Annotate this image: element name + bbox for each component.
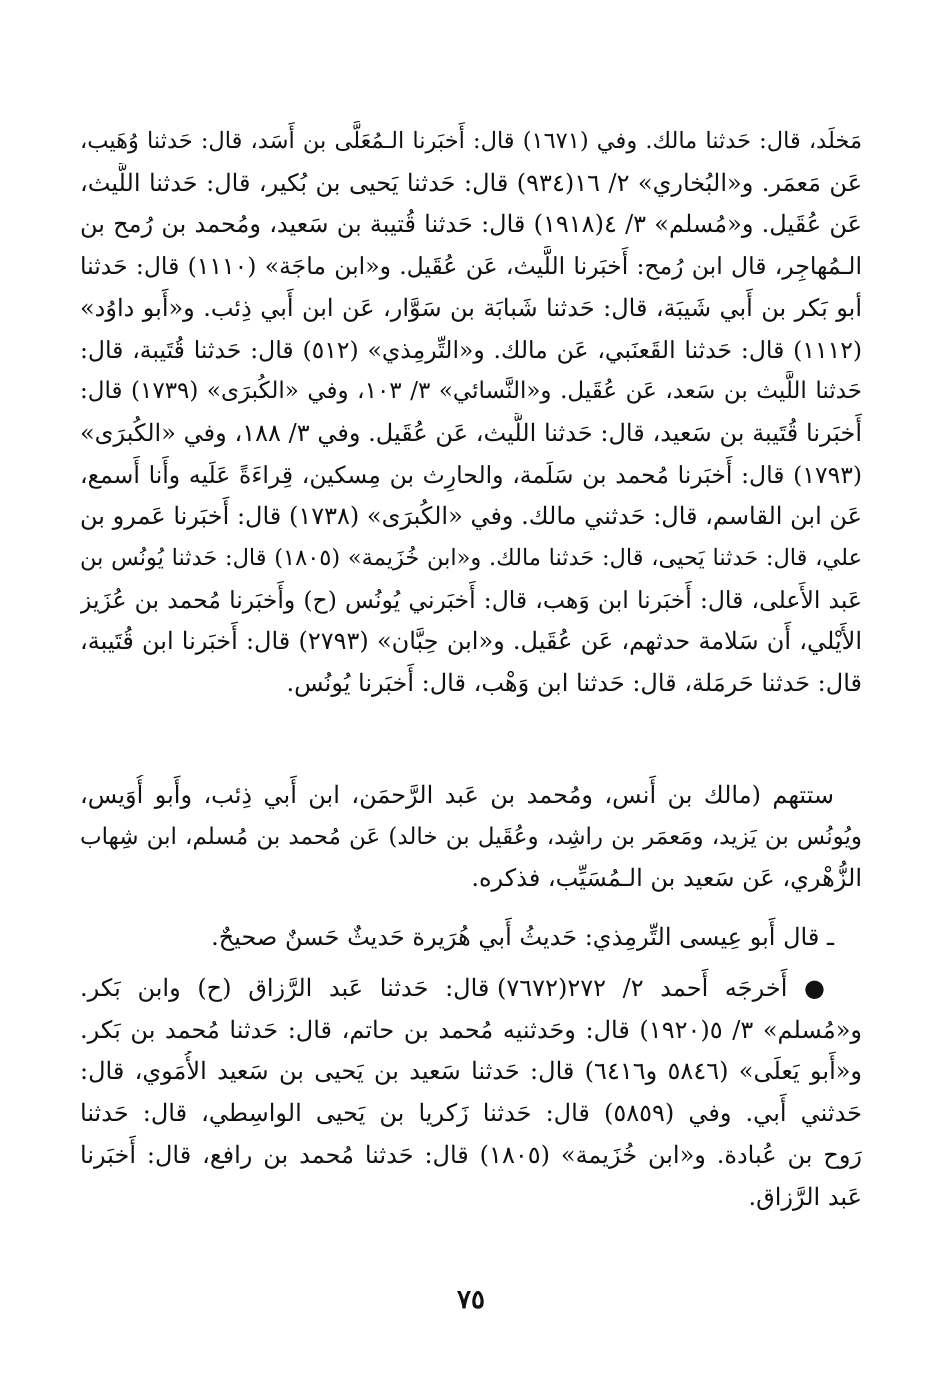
page-number: ٧٥	[457, 1285, 485, 1315]
text-line: حَدثني أَبي. وفي (٥٨٥٩) قال: حَدثنا زَكريا بن يَحيى الواسِطي، قال: حَدثنا	[80, 1099, 862, 1128]
text-line: مَخلَد، قال: حَدثنا مالك. وفي (١٦٧١) قال: أَخبَرنا الـمُعَلَّى بن أَسَد، قال: حَدثنا وُهَيب،	[80, 128, 862, 154]
text-line: الـمُهاجِر، قال ابن رُمح: أَخبَرنا اللَّيث، عَن عُقَيل. و«ابن ماجَة» (١١١٠) قال: حَدثنا	[80, 252, 862, 281]
text-line: (١٧٩٣) قال: أَخبَرنا مُحمد بن سَلَمة، والحارِث بن مِسكين، قِراءَةً عَلَيه وأَنا أَسمع،	[80, 460, 862, 489]
text-line: عَبد الأَعلى، قال: أَخبَرنا ابن وَهب، قال: أَخبَرني يُونُس (ح) وأَخبَرنا مُحمد بن عُزَيز	[80, 585, 862, 614]
narrators-paragraph	[80, 775, 862, 900]
text-line: ـ قال أَبو عِيسى التِّرمِذي: حَديثُ أَبي هُرَيرة حَديثٌ حَسنٌ صحيحٌ.	[211, 923, 834, 951]
takhrij-paragraph	[80, 968, 862, 1218]
text-line: الزُّهْري، عَن سَعيد بن الـمُسَيِّب، فذكره.	[471, 864, 862, 893]
text-line: عَن مَعمَر. و«البُخاري» ٢/ ١٦(٩٣٤) قال: حَدثنا يَحيى بن بُكير، قال: حَدثنا اللَّيث،	[80, 168, 862, 197]
text-line: عَن عُقَيل. و«مُسلم» ٣/ ٤(١٩١٨) قال: حَدثنا قُتيبة بن سَعيد، ومُحمد بن رُمح بن	[80, 210, 862, 239]
text-line: ستتهم (مالك بن أَنس، ومُحمد بن عَبد الرَّحمَن، ابن أَبي ذِئب، وأَبو أُوَيس،	[80, 781, 834, 809]
hadith-sources-paragraph	[80, 121, 862, 705]
text-line: أَخبَرنا قُتَيبة بن سَعيد، قال: حَدثنا اللَّيث، عَن عُقَيل. وفي ٣/ ١٨٨، وفي «الكُبرَى»	[80, 418, 862, 447]
text-line: قال: حَدثنا حَرمَلة، قال: حَدثنا ابن وَهْب، قال: أَخبَرنا يُونُس.	[286, 669, 862, 698]
text-line: الأَيْلي، أَن سَلامة حدثهم، عَن عُقَيل. و«ابن حِبَّان» (٢٧٩٣) قال: أَخبَرنا ابن قُتَيبة،	[80, 627, 862, 656]
text-line: و«مُسلم» ٣/ ٥(١٩٢٠) قال: وحَدثنيه مُحمد بن حاتم، قال: حَدثنا مُحمد بن بَكر.	[80, 1015, 862, 1044]
text-line: علي، قال: حَدثنا يَحيى، قال: حَدثنا مالك. و«ابن خُزَيمة» (١٨٠٥) قال: حَدثنا يُونُس بن	[80, 545, 862, 572]
text-line: عَن ابن القاسم، قال: حَدثني مالك. وفي «الكُبرَى» (١٧٣٨) قال: أَخبَرنا عَمرو بن	[80, 502, 862, 531]
text-line: ويُونُس بن يَزيد، ومَعمَر بن راشِد، وعُقَيل بن خالد) عَن مُحمد بن مُسلم، ابن شِهاب	[80, 823, 862, 850]
text-line: رَوح بن عُبادة. و«ابن خُزَيمة» (١٨٠٥) قال: حَدثنا مُحمد بن رافع، قال: أَخبَرنا	[80, 1140, 862, 1169]
text-line: و«أَبو يَعلَى» (٥٨٤٦ و٦٤١٦) قال: حَدثنا سَعيد بن يَحيى بن سَعيد الأُمَوي، قال:	[80, 1057, 862, 1086]
tirmidhi-grading-note	[80, 917, 862, 959]
text-line: عَبد الرَّزاق.	[748, 1182, 862, 1211]
text-line: أبو بَكر بن أَبي شَيبَة، قال: حَدثنا شَبابَة بن سَوَّار، عَن ابن أَبي ذِئب. و«أَبو داوُد»	[80, 293, 862, 322]
text-line: ● أَخرجَه أَحمد ٢/ ٢٧٢(٧٦٧٢) قال: حَدثنا عَبد الرَّزاق (ح) وابن بَكر.	[80, 974, 834, 1002]
text-line: (١١١٢) قال: حَدثنا القَعنَبي، عَن مالك. و«التِّرمِذي» (٥١٢) قال: حَدثنا قُتَيبة، قال:	[80, 335, 862, 364]
text-line: حَدثنا اللَّيث بن سَعد، عَن عُقَيل. و«النَّسائي» ٣/ ١٠٣، وفي «الكُبرَى» (١٧٣٩) قال:	[80, 378, 862, 405]
